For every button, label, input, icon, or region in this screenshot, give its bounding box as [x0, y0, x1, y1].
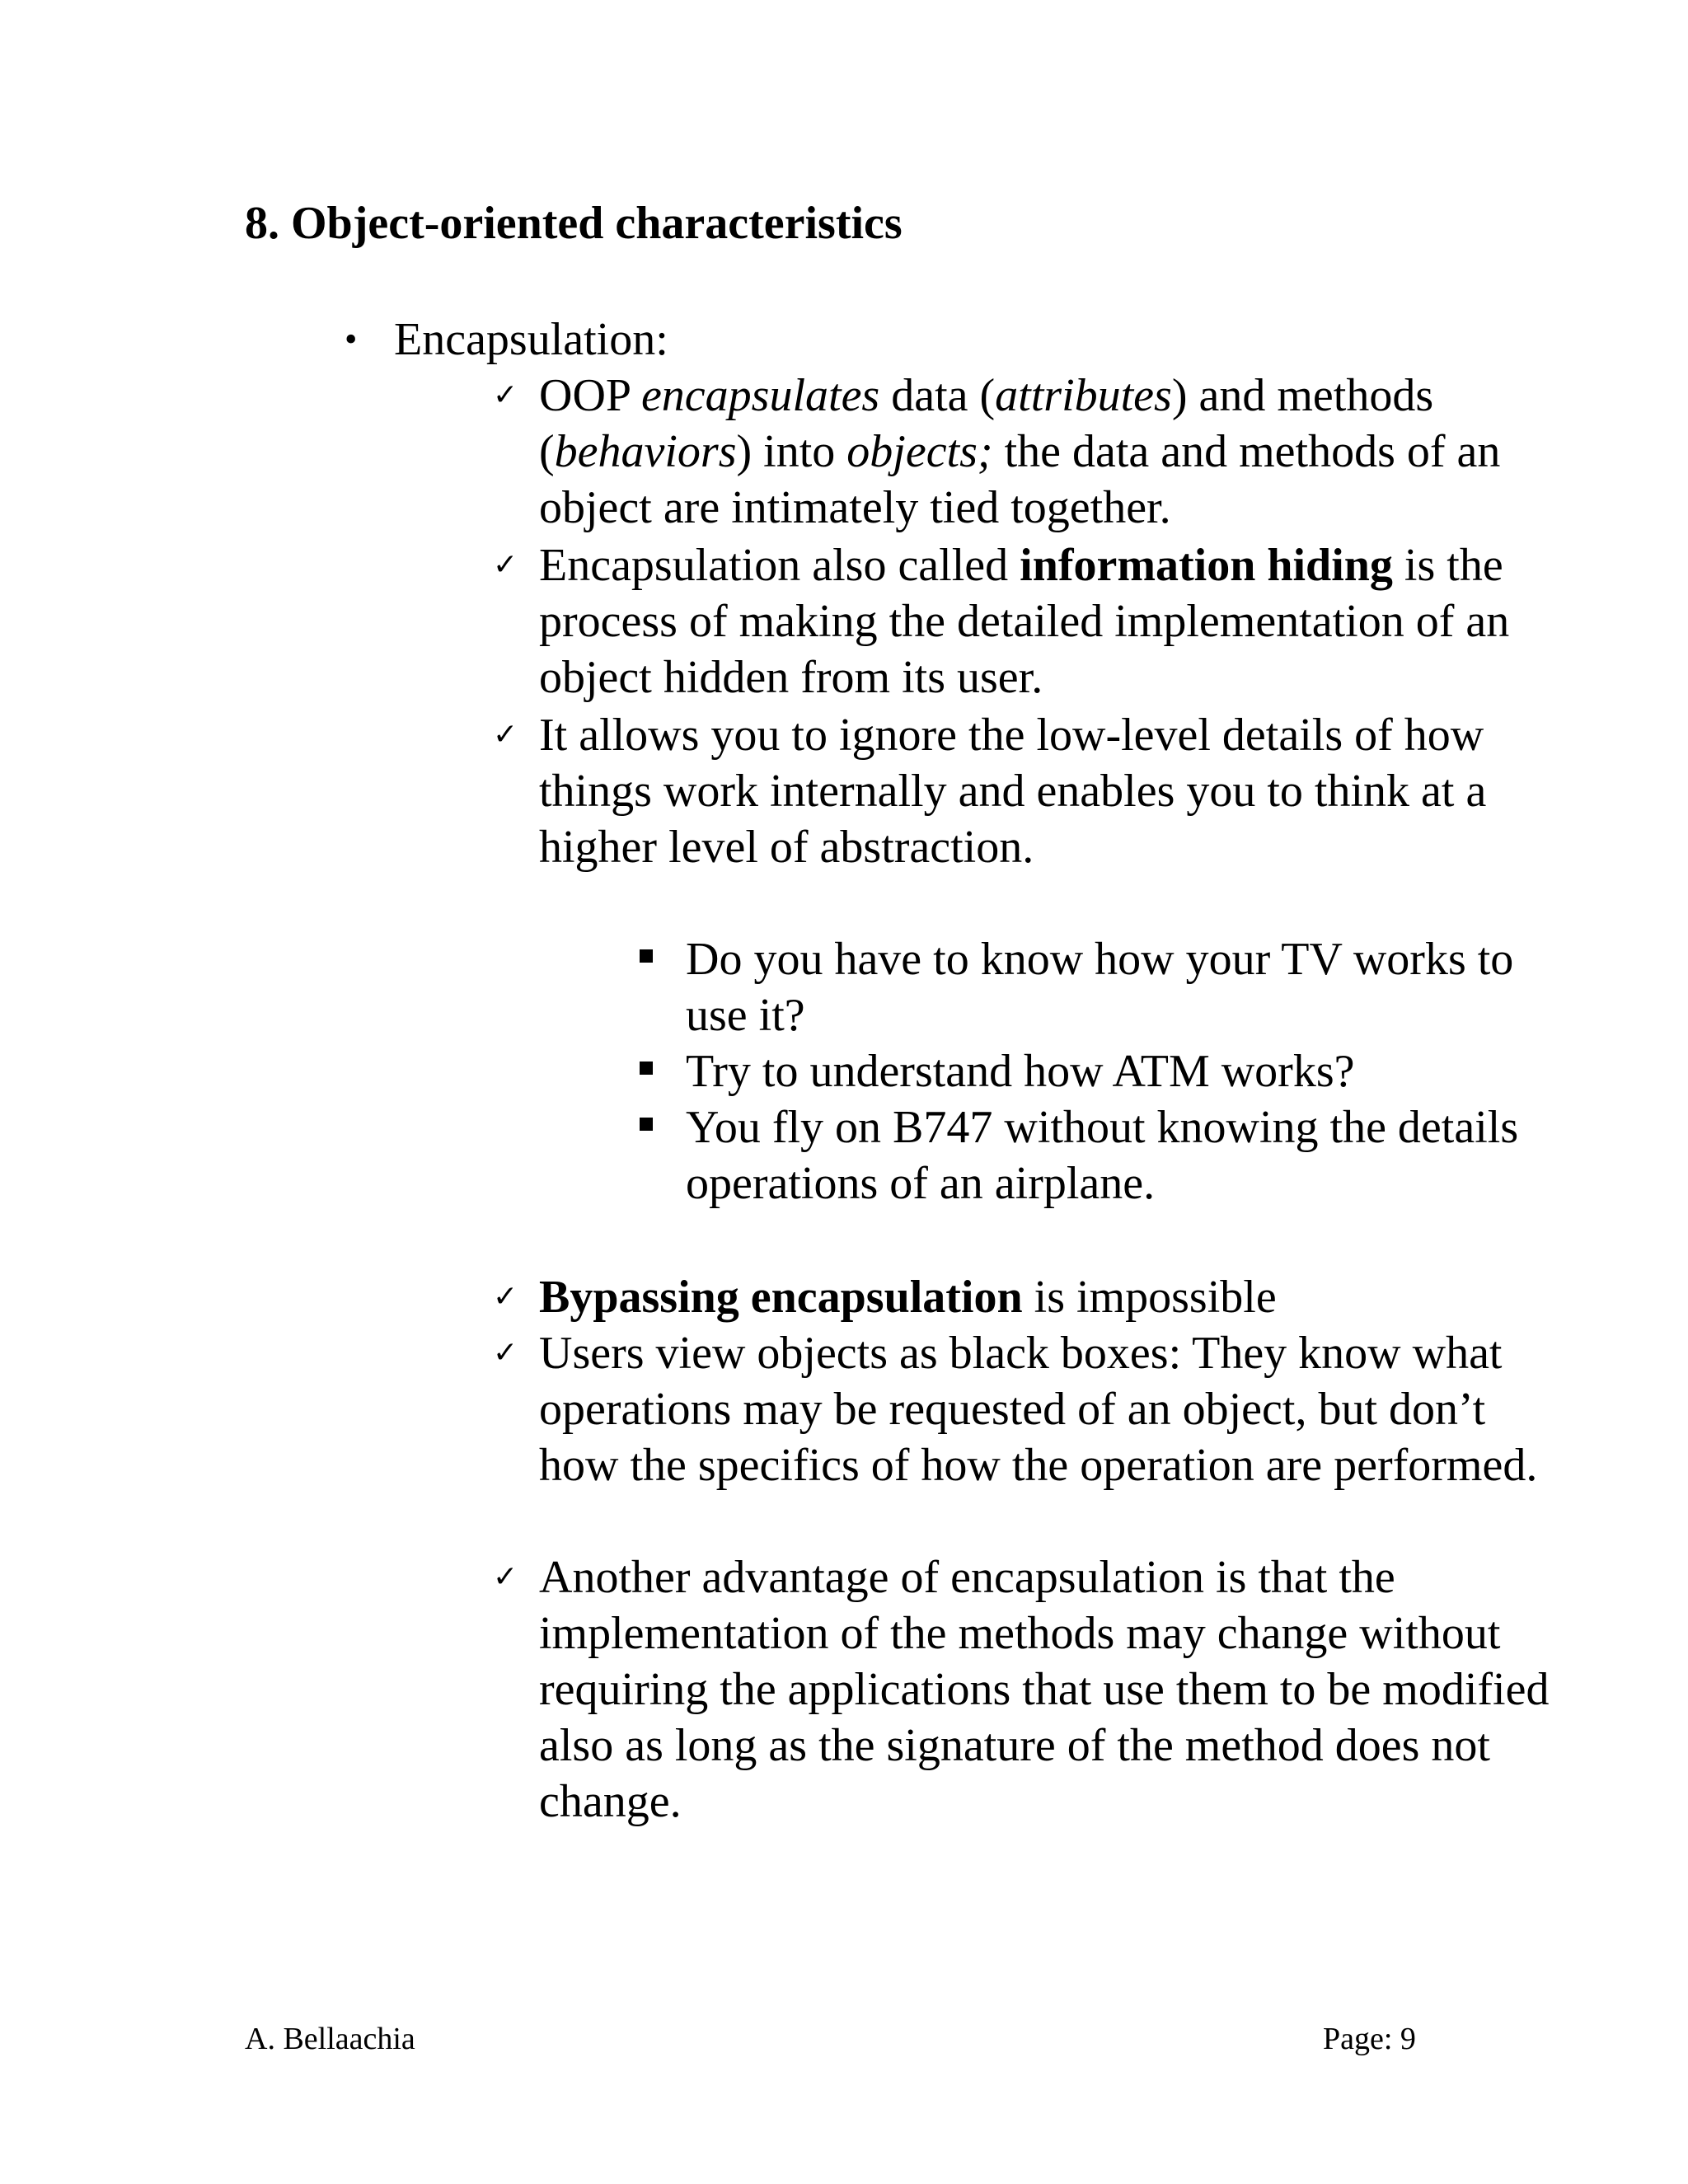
square-item-text: Try to understand how ATM works?: [686, 1046, 1355, 1097]
square-item-b747: [640, 1099, 1629, 1212]
square-item-atm: [640, 1043, 1629, 1099]
check-item-low-level-details: [493, 707, 1622, 875]
square-bullet-icon: [640, 1062, 653, 1075]
text-run: is the process of making the detailed implementation of an object hidden from its user.: [539, 540, 1510, 703]
square-bullet-icon: [640, 949, 653, 963]
square-item-text: Do you have to know how your TV works to use it?: [686, 934, 1514, 1041]
section-heading: 8. Object-oriented characteristics: [245, 198, 903, 249]
text-run: the data and methods of an object are intimately tied together.: [539, 426, 1501, 533]
check-item-text: [539, 368, 1622, 536]
check-item-bypassing: [493, 1269, 1622, 1325]
check-mark-icon: ✓: [493, 378, 518, 412]
check-item-text: Users view objects as black boxes: They know what operations may be requested of an object, but don’t how the specifics of how the operation are performed.: [539, 1328, 1538, 1491]
check-item-black-boxes: [493, 1325, 1622, 1493]
bullet-dot-icon: •: [345, 319, 358, 359]
square-item-tv: [640, 931, 1629, 1043]
bullet-label: Encapsulation:: [394, 314, 668, 365]
check-item-text: [539, 537, 1622, 705]
check-item-text: It allows you to ignore the low-level details of how things work internally and enables you to think at a higher level of abstraction.: [539, 710, 1487, 873]
check-mark-icon: ✓: [493, 1560, 518, 1594]
check-mark-icon: ✓: [493, 548, 518, 582]
text-run: ) and methods (: [539, 370, 1434, 477]
text-run: ) into: [736, 426, 847, 477]
bold-run: Bypassing encapsulation: [539, 1272, 1023, 1323]
text-run: data (: [879, 370, 996, 421]
square-bullet-icon: [640, 1118, 653, 1131]
italic-run: attributes: [995, 370, 1172, 421]
footer-page-number: Page: 9: [1323, 2022, 1416, 2056]
check-item-text: Another advantage of encapsulation is that the implementation of the methods may change without requiring the applications that use them to be modified also as long as the signature of the method does not change.: [539, 1552, 1550, 1827]
check-item-oop-encapsulates: [493, 368, 1622, 536]
check-mark-icon: ✓: [493, 1336, 518, 1370]
check-mark-icon: ✓: [493, 718, 518, 752]
bold-run: information hiding: [1020, 540, 1393, 591]
footer-author: A. Bellaachia: [245, 2022, 415, 2056]
square-item-text: You fly on B747 without knowing the details operations of an airplane.: [686, 1102, 1519, 1209]
italic-run: behaviors: [554, 426, 737, 477]
italic-run: encapsulates: [640, 370, 880, 421]
text-run: is impossible: [1022, 1272, 1277, 1323]
text-run: Encapsulation also called: [539, 540, 1020, 591]
check-item-text: [539, 1269, 1622, 1325]
italic-run: objects;: [846, 426, 993, 477]
check-mark-icon: ✓: [493, 1280, 518, 1314]
check-item-information-hiding: [493, 537, 1622, 705]
text-run: OOP: [539, 370, 641, 421]
check-item-another-advantage: [493, 1549, 1622, 1830]
